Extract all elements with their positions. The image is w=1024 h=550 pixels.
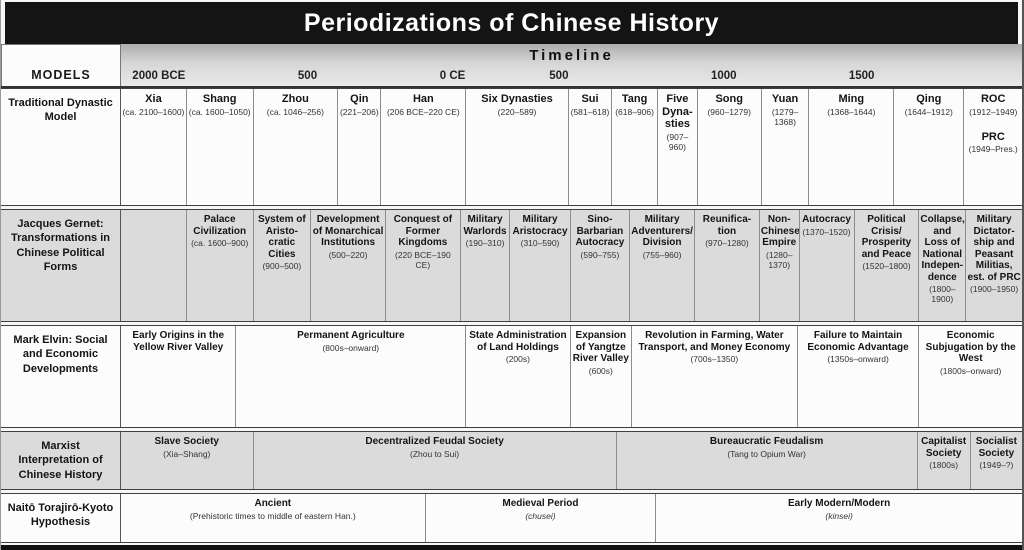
period-dates: (Tang to Opium War) (727, 448, 806, 459)
row-label-naito: Naitō Torajirō-Kyoto Hypothesis (1, 494, 121, 542)
period-cell (965, 210, 1022, 321)
period-dates: (1350s–onward) (827, 354, 889, 364)
period-title: Conquest of Former Kingdoms (393, 214, 453, 248)
timeline-tick: 1500 (848, 70, 875, 82)
period-dates: (1644–1912) (904, 106, 953, 117)
period-cell (808, 89, 893, 205)
period-dates: (220 BCE–190 CE) (394, 249, 451, 270)
period-dates: (1280–​1370) (765, 249, 793, 270)
period-title: Qing (916, 93, 942, 105)
period-dates: (Prehistoric times to middle of eastern Han.) (189, 510, 356, 521)
period-dates: (chusei) (525, 510, 556, 521)
period-dates: (1912–1949) (969, 106, 1018, 117)
period-cell (797, 326, 919, 427)
period-cell (917, 432, 970, 489)
row-band-naito (121, 494, 1022, 542)
period-dates: (755–960) (642, 249, 682, 260)
period-cell (918, 210, 965, 321)
period-dates: (ca. 1600–900) (191, 238, 249, 248)
period-dates: (1370–​1520) (802, 226, 851, 237)
period-dates: (900–500) (262, 261, 302, 271)
period-dates: (600s) (588, 365, 613, 376)
period-dates: (ca. 1046–256) (266, 106, 324, 117)
period-cell (121, 432, 253, 489)
period-title: Early Modern/Modern (788, 498, 891, 509)
period-cell (186, 210, 253, 321)
period-cell (854, 210, 919, 321)
period-dates: (220–589) (497, 106, 537, 117)
period-dates: (500–220) (328, 249, 368, 260)
period-title: Qin (350, 93, 369, 105)
period-title: Six Dynasties (481, 93, 553, 105)
period-dates: (1900–​1950) (970, 284, 1019, 294)
period-title: Reunification (702, 214, 752, 237)
period-title: Xia (145, 93, 162, 105)
period-title: Military Warlords (463, 214, 507, 237)
period-cell (570, 326, 631, 427)
period-title: Sino-Barbarian Autocracy (575, 214, 625, 248)
period-title: Yuan (771, 93, 799, 105)
period-title: PRC (981, 130, 1005, 143)
period-title: Permanent Agriculture (297, 330, 405, 341)
period-title: Slave Society (154, 436, 219, 447)
period-title: Non-Chinese Empire (760, 214, 800, 248)
period-cell (465, 326, 570, 427)
period-title: Socialist Society (975, 436, 1017, 459)
row-band-elvin (121, 326, 1022, 427)
row-label-traditional: Traditional Dynastic Model (1, 89, 121, 205)
period-dates: (960–1279) (707, 106, 751, 117)
period-dates: (310–590) (520, 238, 560, 248)
period-cell (121, 494, 425, 542)
period-title: Collapse, and Loss of National Independence (920, 214, 965, 283)
period-cell (611, 89, 657, 205)
period-cell (253, 210, 311, 321)
period-title: Medieval Period (502, 498, 579, 509)
period-cell (570, 210, 629, 321)
period-dates: (Xia–Shang) (163, 448, 211, 459)
period-cell (799, 210, 854, 321)
period-title: System of Aristocratic Cities (257, 214, 306, 260)
period-cell (121, 326, 235, 427)
timeline-tick: 500 (549, 70, 569, 82)
period-title: Development of Monarchical Institutions (312, 214, 384, 248)
period-dates: (1949–?) (979, 460, 1014, 470)
period-cell (186, 89, 253, 205)
timeline-tick: 0 CE (439, 70, 466, 82)
period-cell (918, 326, 1022, 427)
bottom-border (1, 545, 1022, 550)
period-cell (657, 89, 697, 205)
period-cell (509, 210, 569, 321)
period-dates: (907–​960) (666, 131, 689, 153)
period-dates: (590–755) (580, 249, 620, 260)
period-dates: (1800–​1900) (929, 284, 956, 305)
timeline-tick: 1000 (710, 70, 737, 82)
period-cell (460, 210, 510, 321)
model-row-naito (1, 493, 1022, 543)
period-dates: (1800s) (929, 460, 959, 470)
period-title: Ancient (254, 498, 292, 509)
period-title: Failure to Maintain Economic Advantage (807, 330, 909, 353)
period-dates: (1279–​1368) (771, 106, 799, 127)
period-cell (568, 89, 611, 205)
period-dates: (581–618) (570, 106, 610, 117)
timeline-band (121, 44, 1022, 86)
period-cell (253, 89, 338, 205)
period-cell (694, 210, 759, 321)
model-rows (1, 88, 1022, 543)
period-cell (629, 210, 694, 321)
period-title: Early Origins in the Yellow River Valley (132, 330, 225, 353)
period-cell (963, 89, 1022, 205)
period-title: Economic Subjugation by the West (925, 330, 1016, 364)
period-dates: (Zhou to Sui) (410, 448, 460, 459)
period-dates: (1800s–onward) (939, 365, 1002, 376)
row-label-elvin: Mark Elvin: Social and Economic Developments (1, 326, 121, 427)
timeline-label: Timeline (529, 47, 614, 64)
period-title: Political Crisis/​Prosperity and Peace (861, 214, 912, 260)
row-band-traditional (121, 89, 1022, 205)
period-cell (253, 432, 616, 489)
row-label-marxist: Marxist Interpretation of Chinese History (1, 432, 121, 489)
timeline-tick: 2000 BCE (132, 70, 186, 82)
period-cell (385, 210, 460, 321)
period-title: State Administration of Land Holdings (469, 330, 567, 353)
period-title: Revolution in Farming, Water Transport, and Money Economy (638, 330, 791, 353)
row-band-marxist (121, 432, 1022, 489)
row-label-gernet: Jacques Gernet: Transformations in Chinese Political Forms (1, 210, 121, 321)
period-dates: (700s–1350) (690, 354, 739, 364)
period-dates: (970–1280) (705, 238, 749, 248)
period-dates: (1520–1800) (862, 261, 911, 271)
period-dates: (ca. 1600–1050) (188, 106, 251, 117)
period-cell (655, 494, 1022, 542)
period-title: ROC (980, 93, 1006, 105)
period-title: Han (412, 93, 434, 105)
period-cell (631, 326, 797, 427)
period-cell (697, 89, 761, 205)
period-dates: (800s–onward) (322, 342, 380, 353)
period-dates: (kinsei) (825, 510, 853, 521)
period-title: Song (715, 93, 743, 105)
period-title: Military Dictatorship and Peasant Militias, est. of PRC (967, 214, 1021, 283)
period-cell (761, 89, 809, 205)
period-title: Military Aristocracy (512, 214, 568, 237)
period-dates: (ca. 2100–1600) (122, 106, 185, 117)
period-dates: (1949–Pres.) (968, 144, 1018, 155)
period-dates: (221–206) (339, 106, 379, 117)
model-row-traditional (1, 88, 1022, 206)
period-title: Decentralized Feudal Society (365, 436, 504, 447)
page-title: Periodizations of Chinese History (5, 2, 1018, 44)
period-dates: (200s) (505, 354, 530, 364)
period-dates: (206 BCE–220 CE) (386, 106, 460, 117)
model-row-marxist (1, 431, 1022, 490)
period-title: Capitalist Society (921, 436, 967, 459)
period-cell (616, 432, 917, 489)
period-cell (970, 432, 1022, 489)
timeline-header (1, 44, 1022, 88)
period-cell (893, 89, 963, 205)
period-dates: (190–310) (465, 238, 505, 248)
period-cell (759, 210, 799, 321)
period-title: Sui (581, 93, 599, 105)
period-title: Palace Civilization (193, 214, 247, 237)
row-band-gernet (121, 210, 1022, 321)
period-cell (121, 210, 186, 321)
models-column-header: MODELS (1, 44, 121, 86)
period-title: Military Adventurers/​Division (631, 214, 693, 248)
timeline-tick: 500 (297, 70, 318, 82)
period-cell (425, 494, 656, 542)
model-row-gernet (1, 209, 1022, 322)
period-title: Tang (621, 93, 648, 105)
period-title: Five Dynasties (662, 93, 693, 131)
period-cell (465, 89, 568, 205)
period-title: Bureaucratic Feudalism (709, 436, 824, 447)
period-title: Ming (838, 93, 865, 105)
period-cell (121, 89, 186, 205)
period-title: Expansion of Yangtze River Valley (572, 330, 629, 364)
period-cell (337, 89, 380, 205)
period-dates: (618–906) (615, 106, 654, 117)
period-cell (235, 326, 465, 427)
period-cell (380, 89, 465, 205)
period-title: Zhou (281, 93, 309, 105)
period-title: Autocracy (802, 214, 851, 225)
period-title: Shang (202, 93, 237, 105)
period-dates: (1368–1644) (827, 106, 876, 117)
model-row-elvin (1, 325, 1022, 428)
period-cell (310, 210, 385, 321)
